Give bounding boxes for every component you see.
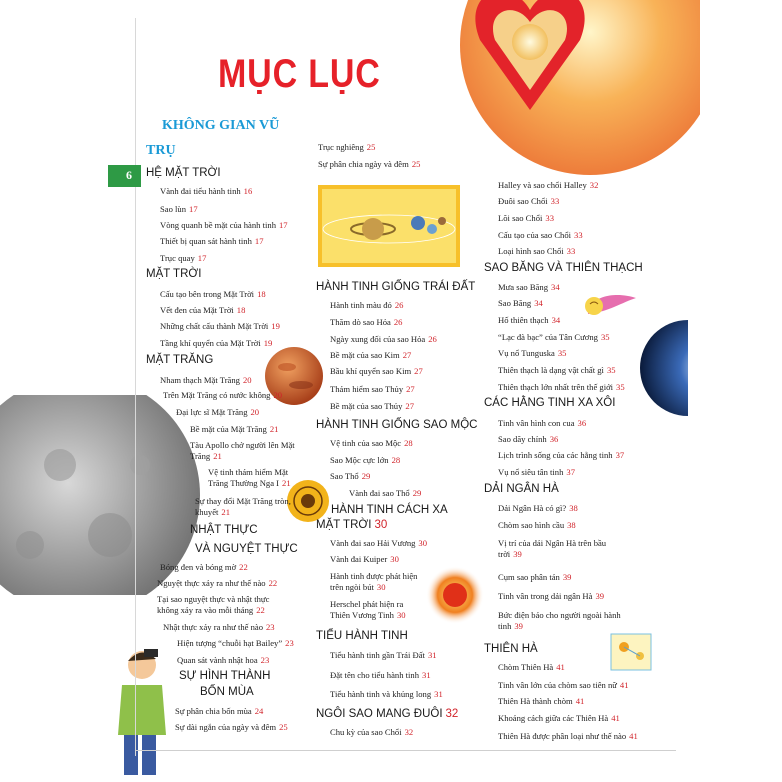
- section-title: HÀNH TINH CÁCH XA: [331, 504, 448, 516]
- category-title: KHÔNG GIAN VŨ: [162, 118, 280, 133]
- toc-item[interactable]: Sự phân chia bốn mùa 24: [175, 706, 264, 716]
- sun-eclipse-illustration: [425, 565, 485, 625]
- toc-item[interactable]: Đại lực sĩ Mặt Trăng 20: [176, 407, 260, 417]
- toc-item[interactable]: Bầu khí quyển sao Kim 27: [330, 366, 423, 376]
- toc-item[interactable]: Vết đen của Mặt Trời 18: [160, 305, 246, 315]
- toc-item[interactable]: Tàu Apollo chở người lên Mặt Trăng 21: [190, 440, 295, 461]
- toc-item[interactable]: Vành đai sao Hải Vương 30: [330, 538, 428, 548]
- section-title: MẶT TRĂNG: [146, 354, 214, 366]
- toc-item[interactable]: Tại sao nguyệt thực và nhật thực không xảy ra vào mỗi tháng 22: [157, 594, 270, 615]
- toc-item[interactable]: Những chất cấu thành Mặt Trời 19: [160, 321, 280, 331]
- toc-item[interactable]: Vệ tinh thám hiểm Mặt Trăng Thường Nga I 21: [208, 467, 291, 488]
- toc-item[interactable]: Tiểu hành tinh gần Trái Đất 31: [330, 650, 437, 660]
- section-title: DẢI NGÂN HÀ: [484, 483, 559, 495]
- toc-item[interactable]: Đặt tên cho tiểu hành tinh 31: [330, 670, 431, 680]
- section-title: NGÔI SAO MANG ĐUÔI 32: [316, 708, 459, 720]
- toc-item[interactable]: Sao Thổ 29: [330, 471, 371, 481]
- toc-item[interactable]: Bề mặt của sao Thủy 27: [330, 401, 414, 411]
- toc-item[interactable]: Bức điện báo cho người ngoài hành tinh 39: [498, 610, 621, 631]
- section-title-line2: MẶT TRỜI 30: [316, 519, 388, 531]
- toc-item[interactable]: Thăm dò sao Hỏa 26: [330, 317, 403, 327]
- toc-item[interactable]: Loại hình sao Chổi 33: [498, 246, 576, 256]
- toc-item[interactable]: Hố thiên thạch 34: [498, 315, 561, 325]
- toc-item[interactable]: Vụ nổ Tunguska 35: [498, 348, 567, 358]
- toc-item[interactable]: Thiết bị quan sát hành tinh 17: [160, 236, 264, 246]
- page-bottom-line: [136, 750, 676, 751]
- toc-item[interactable]: Trục nghiêng 25: [318, 142, 376, 152]
- toc-item[interactable]: Bề mặt của sao Kim 27: [330, 350, 412, 360]
- galaxy-illustration: [628, 318, 688, 418]
- toc-item[interactable]: Tinh vân hình con cua 36: [498, 418, 587, 428]
- section-title-line2: BỐN MÙA: [200, 686, 254, 698]
- toc-item[interactable]: Vành đai tiểu hành tinh 16: [160, 186, 253, 196]
- toc-item[interactable]: Thiên thạch lớn nhất trên thế giới 35: [498, 382, 625, 392]
- toc-item[interactable]: Trên Mặt Trăng có nước không 20: [163, 390, 283, 400]
- toc-item[interactable]: Sự dài ngắn của ngày và đêm 25: [175, 722, 288, 732]
- toc-item[interactable]: Vệ tinh của sao Mộc 28: [330, 438, 413, 448]
- toc-item[interactable]: Vành đai Kuiper 30: [330, 554, 399, 564]
- toc-item[interactable]: Cấu tạo bên trong Mặt Trời 18: [160, 289, 266, 299]
- section-title: CÁC HẰNG TINH XA XÔI: [484, 397, 616, 409]
- section-title: TIỂU HÀNH TINH: [316, 630, 408, 642]
- toc-item[interactable]: Đuôi sao Chổi 33: [498, 196, 560, 206]
- toc-item[interactable]: Halley và sao chổi Halley 32: [498, 180, 599, 190]
- toc-item[interactable]: Thiên Hà thành chòm 41: [498, 696, 585, 706]
- toc-item[interactable]: Chu kỳ của sao Chổi 32: [330, 727, 414, 737]
- section-title: SỰ HÌNH THÀNH: [179, 670, 271, 682]
- toc-item[interactable]: Vòng quanh bề mặt của hành tinh 17: [160, 220, 288, 230]
- sun-heart-illustration: [400, 0, 700, 180]
- section-title: HỆ MẶT TRỜI: [146, 167, 221, 179]
- toc-item[interactable]: Nguyệt thực xảy ra như thế nào 22: [157, 578, 278, 588]
- section-title: SAO BĂNG VÀ THIÊN THẠCH: [484, 262, 643, 274]
- section-title: HÀNH TINH GIỐNG TRÁI ĐẤT: [316, 281, 476, 293]
- toc-item[interactable]: Vụ nổ siêu tân tinh 37: [498, 467, 575, 477]
- section-title-line2: VÀ NGUYỆT THỰC: [195, 543, 298, 555]
- toc-item[interactable]: Mưa sao Băng 34: [498, 282, 560, 292]
- toc-item[interactable]: Tiểu hành tinh và khủng long 31: [330, 689, 443, 699]
- toc-item[interactable]: Khoảng cách giữa các Thiên Hà 41: [498, 713, 620, 723]
- toc-item[interactable]: Thiên Hà được phân loại như thế nào 41: [498, 731, 638, 741]
- page-gutter-line: [135, 18, 136, 756]
- toc-item[interactable]: Sao Mộc cực lớn 28: [330, 455, 401, 465]
- toc-item[interactable]: Tinh vân lớn của chòm sao tiên nữ 41: [498, 680, 629, 690]
- toc-item[interactable]: Sao lùn 17: [160, 204, 198, 214]
- toc-item[interactable]: Chòm Thiên Hà 41: [498, 662, 565, 672]
- toc-item[interactable]: Herschel phát hiện ra Thiên Vương Tinh 30: [330, 599, 406, 620]
- section-title: HÀNH TINH GIỐNG SAO MỘC: [316, 419, 478, 431]
- toc-item[interactable]: Hành tinh được phát hiện trên ngòi bút 30: [330, 571, 418, 592]
- toc-item[interactable]: “Lạc đà bạc” của Tân Cương 35: [498, 332, 610, 342]
- constellation-illustration: [606, 632, 656, 672]
- section-title: THIÊN HÀ: [484, 643, 538, 655]
- section-title: NHẬT THỰC: [190, 524, 258, 536]
- toc-item[interactable]: Trục quay 17: [160, 253, 207, 263]
- toc-item[interactable]: Hành tinh màu đỏ 26: [330, 300, 404, 310]
- toc-item[interactable]: Sao Băng 34: [498, 298, 543, 308]
- page-title: MỤC LỤC: [218, 52, 381, 96]
- toc-item[interactable]: Thám hiểm sao Thủy 27: [330, 384, 415, 394]
- toc-item[interactable]: Bóng đen và bóng mờ 22: [160, 562, 248, 572]
- toc-item[interactable]: Dải Ngân Hà có gì? 38: [498, 503, 578, 513]
- toc-item[interactable]: Hiện tượng “chuỗi hạt Bailey” 23: [177, 638, 294, 648]
- toc-item[interactable]: Nham thạch Mặt Trăng 20: [160, 375, 252, 385]
- toc-item[interactable]: Nhật thực xảy ra như thế nào 23: [163, 622, 275, 632]
- toc-item[interactable]: Vị trí của dải Ngân Hà trên bầu trời 39: [498, 538, 607, 559]
- toc-item[interactable]: Tầng khí quyển của Mặt Trời 19: [160, 338, 273, 348]
- page-tab: [108, 165, 141, 187]
- toc-item[interactable]: Vành đai sao Thổ 29: [349, 488, 422, 498]
- toc-item[interactable]: Sao dãy chính 36: [498, 434, 559, 444]
- toc-item[interactable]: Sự thay đổi Mặt Trăng tròn, khuyết 21: [195, 496, 291, 517]
- toc-item[interactable]: Thiên thạch là dạng vật chất gì 35: [498, 365, 616, 375]
- toc-item[interactable]: Quan sát vành nhật hoa 23: [177, 655, 270, 665]
- toc-item[interactable]: Sự phân chia ngày và đêm 25: [318, 159, 421, 169]
- toc-item[interactable]: Bề mặt của Mặt Trăng 21: [190, 424, 279, 434]
- page-number: 6: [126, 168, 132, 182]
- toc-item[interactable]: Lịch trình sống của các hằng tinh 37: [498, 450, 625, 460]
- toc-item[interactable]: Cụm sao phân tán 39: [498, 572, 572, 582]
- toc-item[interactable]: Cấu tạo của sao Chổi 33: [498, 230, 583, 240]
- boy-with-camera-illustration: [102, 645, 170, 777]
- section-title: MẶT TRỜI: [146, 268, 202, 280]
- solar-system-illustration: [318, 185, 460, 267]
- toc-item[interactable]: Tinh vân trong dải ngân Hà 39: [498, 591, 605, 601]
- category-title-cont: TRỤ: [146, 143, 176, 158]
- toc-item[interactable]: Ngày xung đối của sao Hỏa 26: [330, 334, 437, 344]
- toc-item[interactable]: Chòm sao hình cầu 38: [498, 520, 576, 530]
- toc-item[interactable]: Lõi sao Chổi 33: [498, 213, 554, 223]
